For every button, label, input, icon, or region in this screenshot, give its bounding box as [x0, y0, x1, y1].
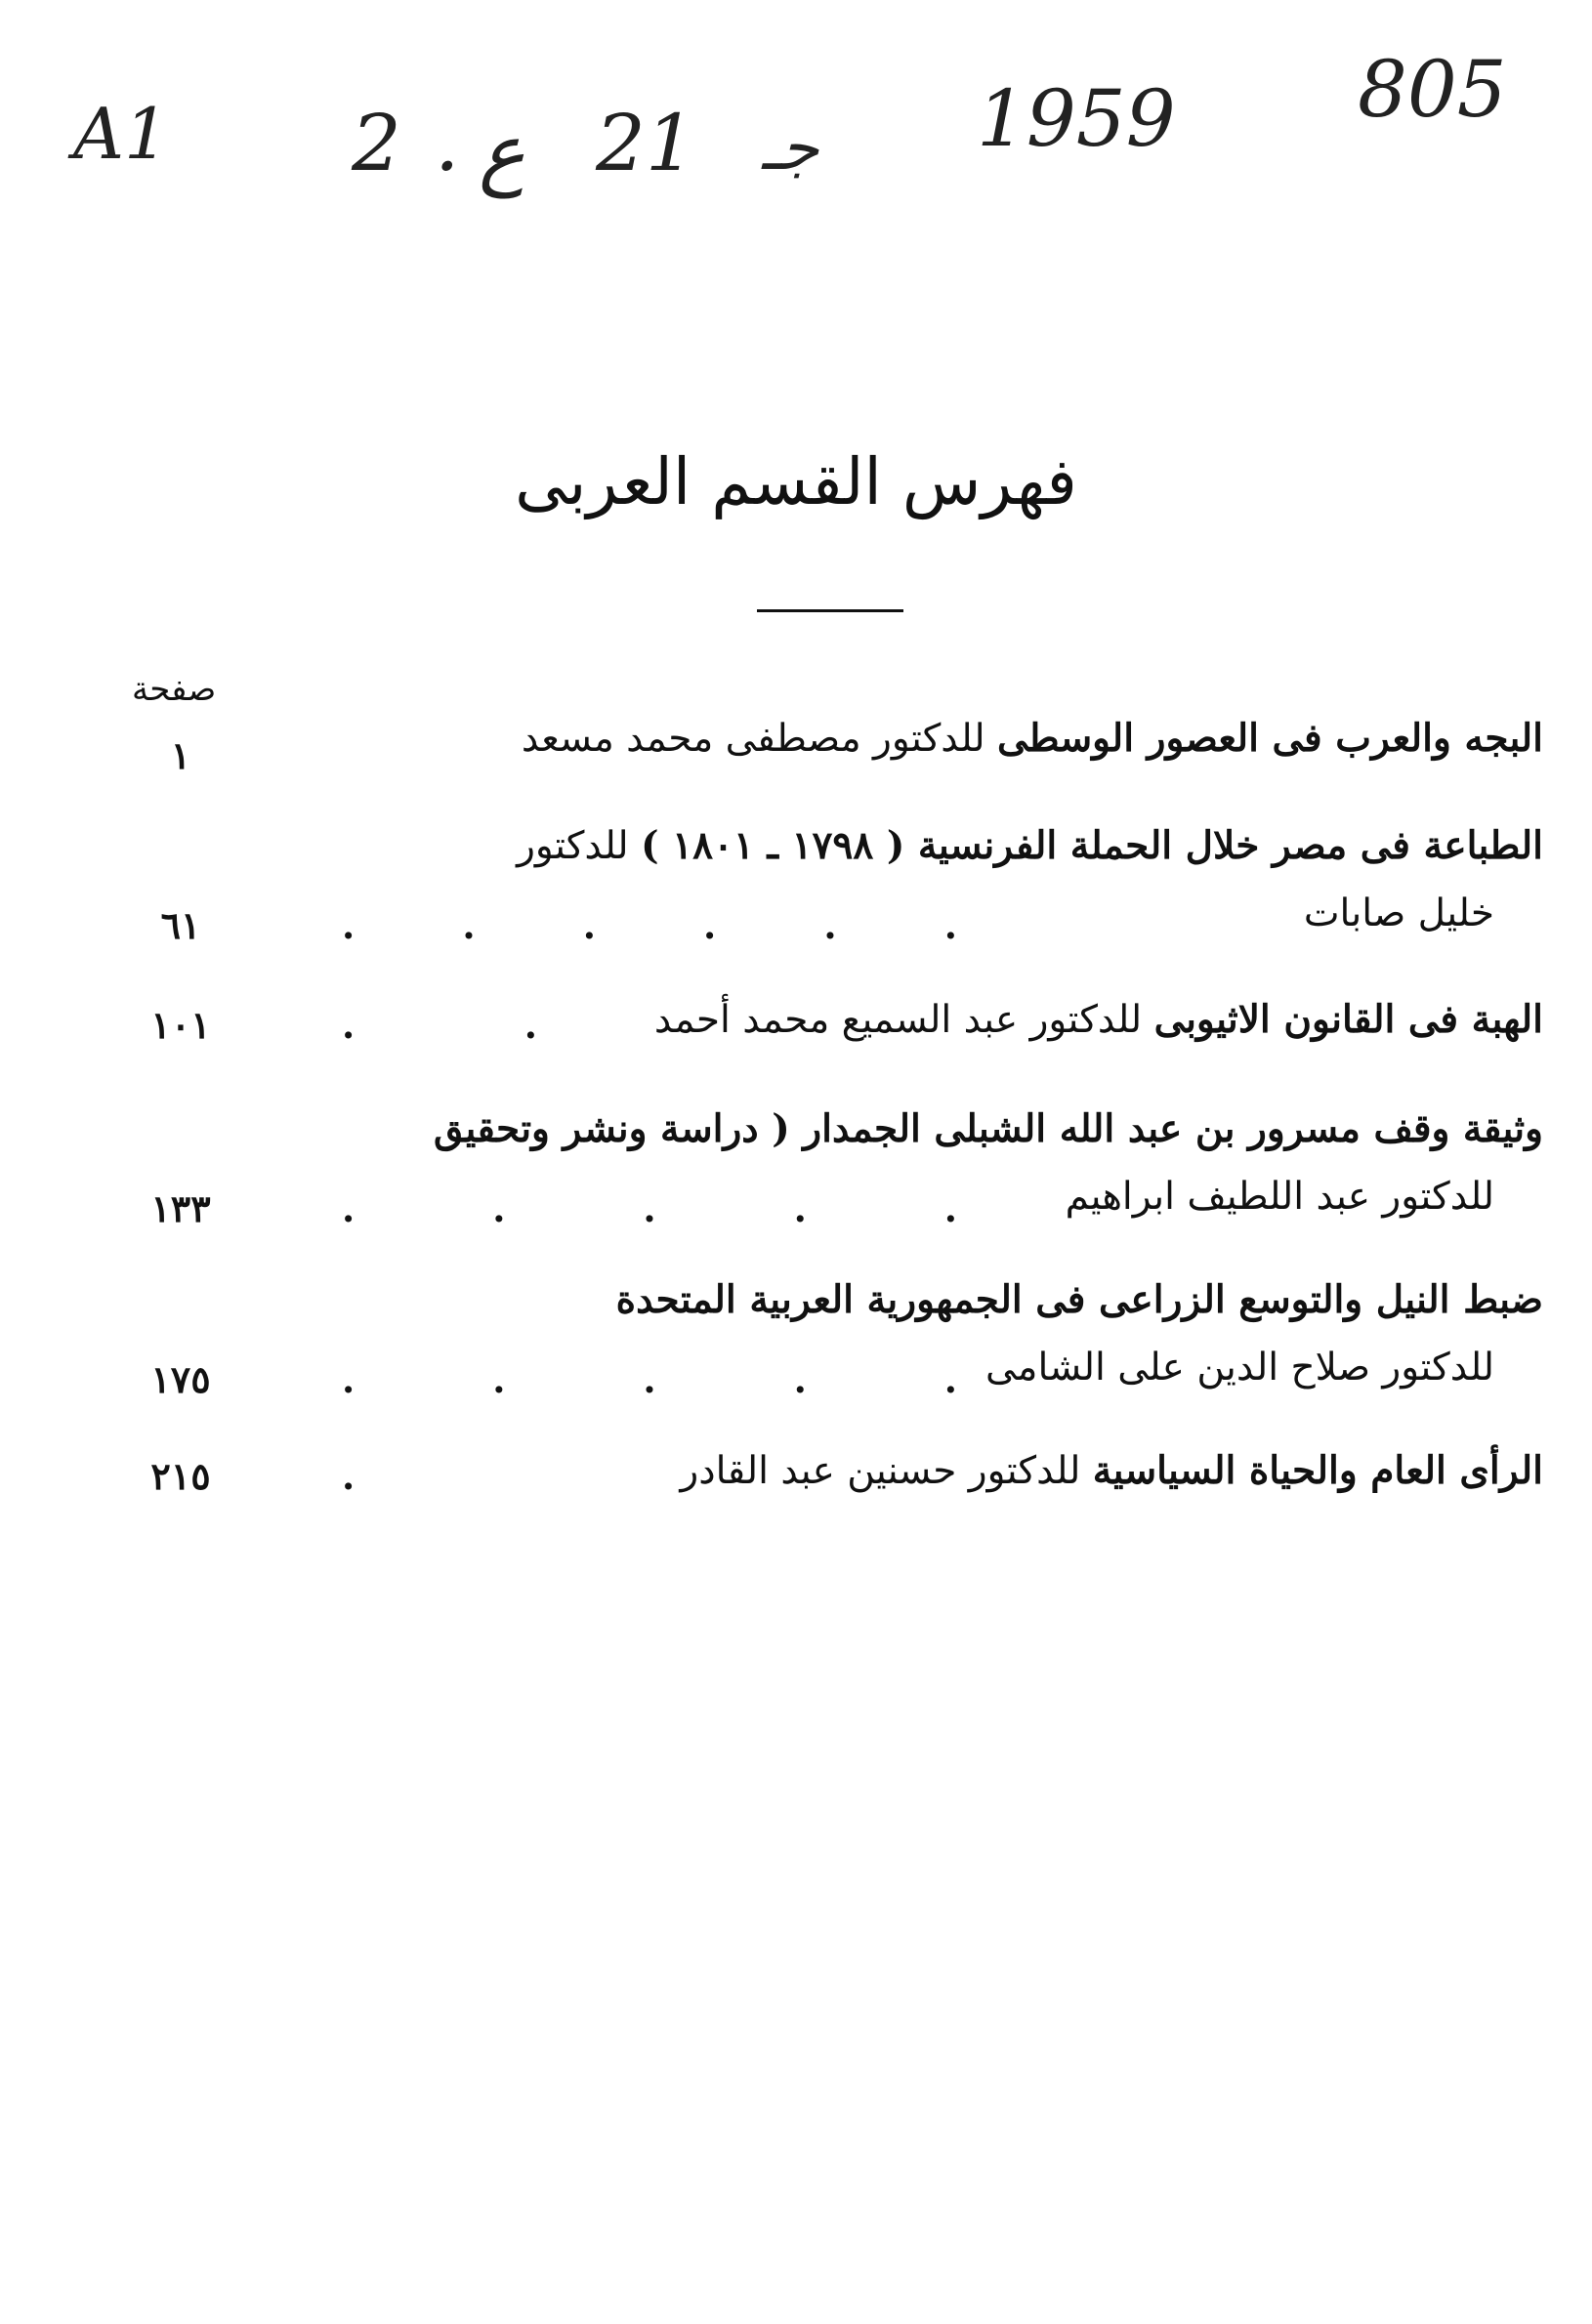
- entry-title: الطباعة فى مصر خلال الحملة الفرنسية ( ١٧٩٨ ـ ١٨٠١ ): [641, 823, 1543, 868]
- handwritten-number: 805: [1358, 44, 1507, 135]
- entry-line: [434, 1103, 1543, 1155]
- entry-author: للدكتور عبد السميع محمد أحمد: [653, 998, 1143, 1042]
- entry-line: [322, 713, 1543, 765]
- leader-dots: . . . . .: [342, 1357, 957, 1401]
- entry-page-number: ١٠١: [150, 1003, 211, 1047]
- entry-page-number: ١٧٥: [150, 1357, 211, 1401]
- leader-dots: .: [342, 1454, 356, 1498]
- entry-line: [517, 820, 1543, 872]
- entry-author: للدكتور: [517, 824, 629, 868]
- leader-dots: . . . . .: [342, 1186, 957, 1230]
- leader-dots: . . . . . .: [342, 903, 957, 947]
- handwritten-ref-ain: ع: [479, 107, 525, 198]
- handwritten-a1: A1: [73, 93, 169, 175]
- entry-title: البجه والعرب فى العصور الوسطى: [996, 716, 1543, 761]
- handwritten-ref-jim: جـ: [762, 112, 819, 185]
- entry-title: الهبة فى القانون الاثيوبى: [1153, 997, 1543, 1042]
- title-divider: [757, 609, 903, 612]
- page-column-header: صفحة: [132, 670, 217, 709]
- entry-line: [654, 994, 1543, 1046]
- entry-author-line: للدكتور عبد اللطيف ابراهيم: [1065, 1175, 1494, 1219]
- entry-author: للدكتور مصطفى محمد مسعد: [521, 717, 985, 761]
- entry-title: ضبط النيل والتوسع الزراعى فى الجمهورية العربية المتحدة: [615, 1277, 1543, 1322]
- handwritten-ref-2: 2: [352, 98, 401, 188]
- page-title: فهرس القسم العربى: [515, 444, 1077, 519]
- leader-dots: . .: [342, 1003, 537, 1047]
- handwritten-year: 1959: [977, 73, 1176, 164]
- entry-title: وثيقة وقف مسرور بن عبد الله الشبلى الجمدار ( دراسة ونشر وتحقيق: [434, 1106, 1543, 1151]
- entry-page-number: ٢١٥: [150, 1454, 211, 1498]
- entry-page-number: ٦١: [160, 903, 201, 947]
- handwritten-ref-21: 21: [596, 98, 695, 188]
- entry-line: [680, 1445, 1543, 1497]
- entry-title: الرأى العام والحياة السياسية: [1092, 1448, 1543, 1493]
- entry-author: للدكتور حسنين عبد القادر: [680, 1449, 1081, 1493]
- entry-page-number: ١: [170, 733, 191, 777]
- entry-author-line: للدكتور صلاح الدين على الشامى: [985, 1346, 1494, 1390]
- entry-page-number: ١٣٣: [150, 1186, 211, 1230]
- entry-line: [616, 1274, 1543, 1326]
- handwritten-ref-dot: .: [435, 98, 460, 188]
- entry-author-line: خليل صابات: [1303, 892, 1494, 935]
